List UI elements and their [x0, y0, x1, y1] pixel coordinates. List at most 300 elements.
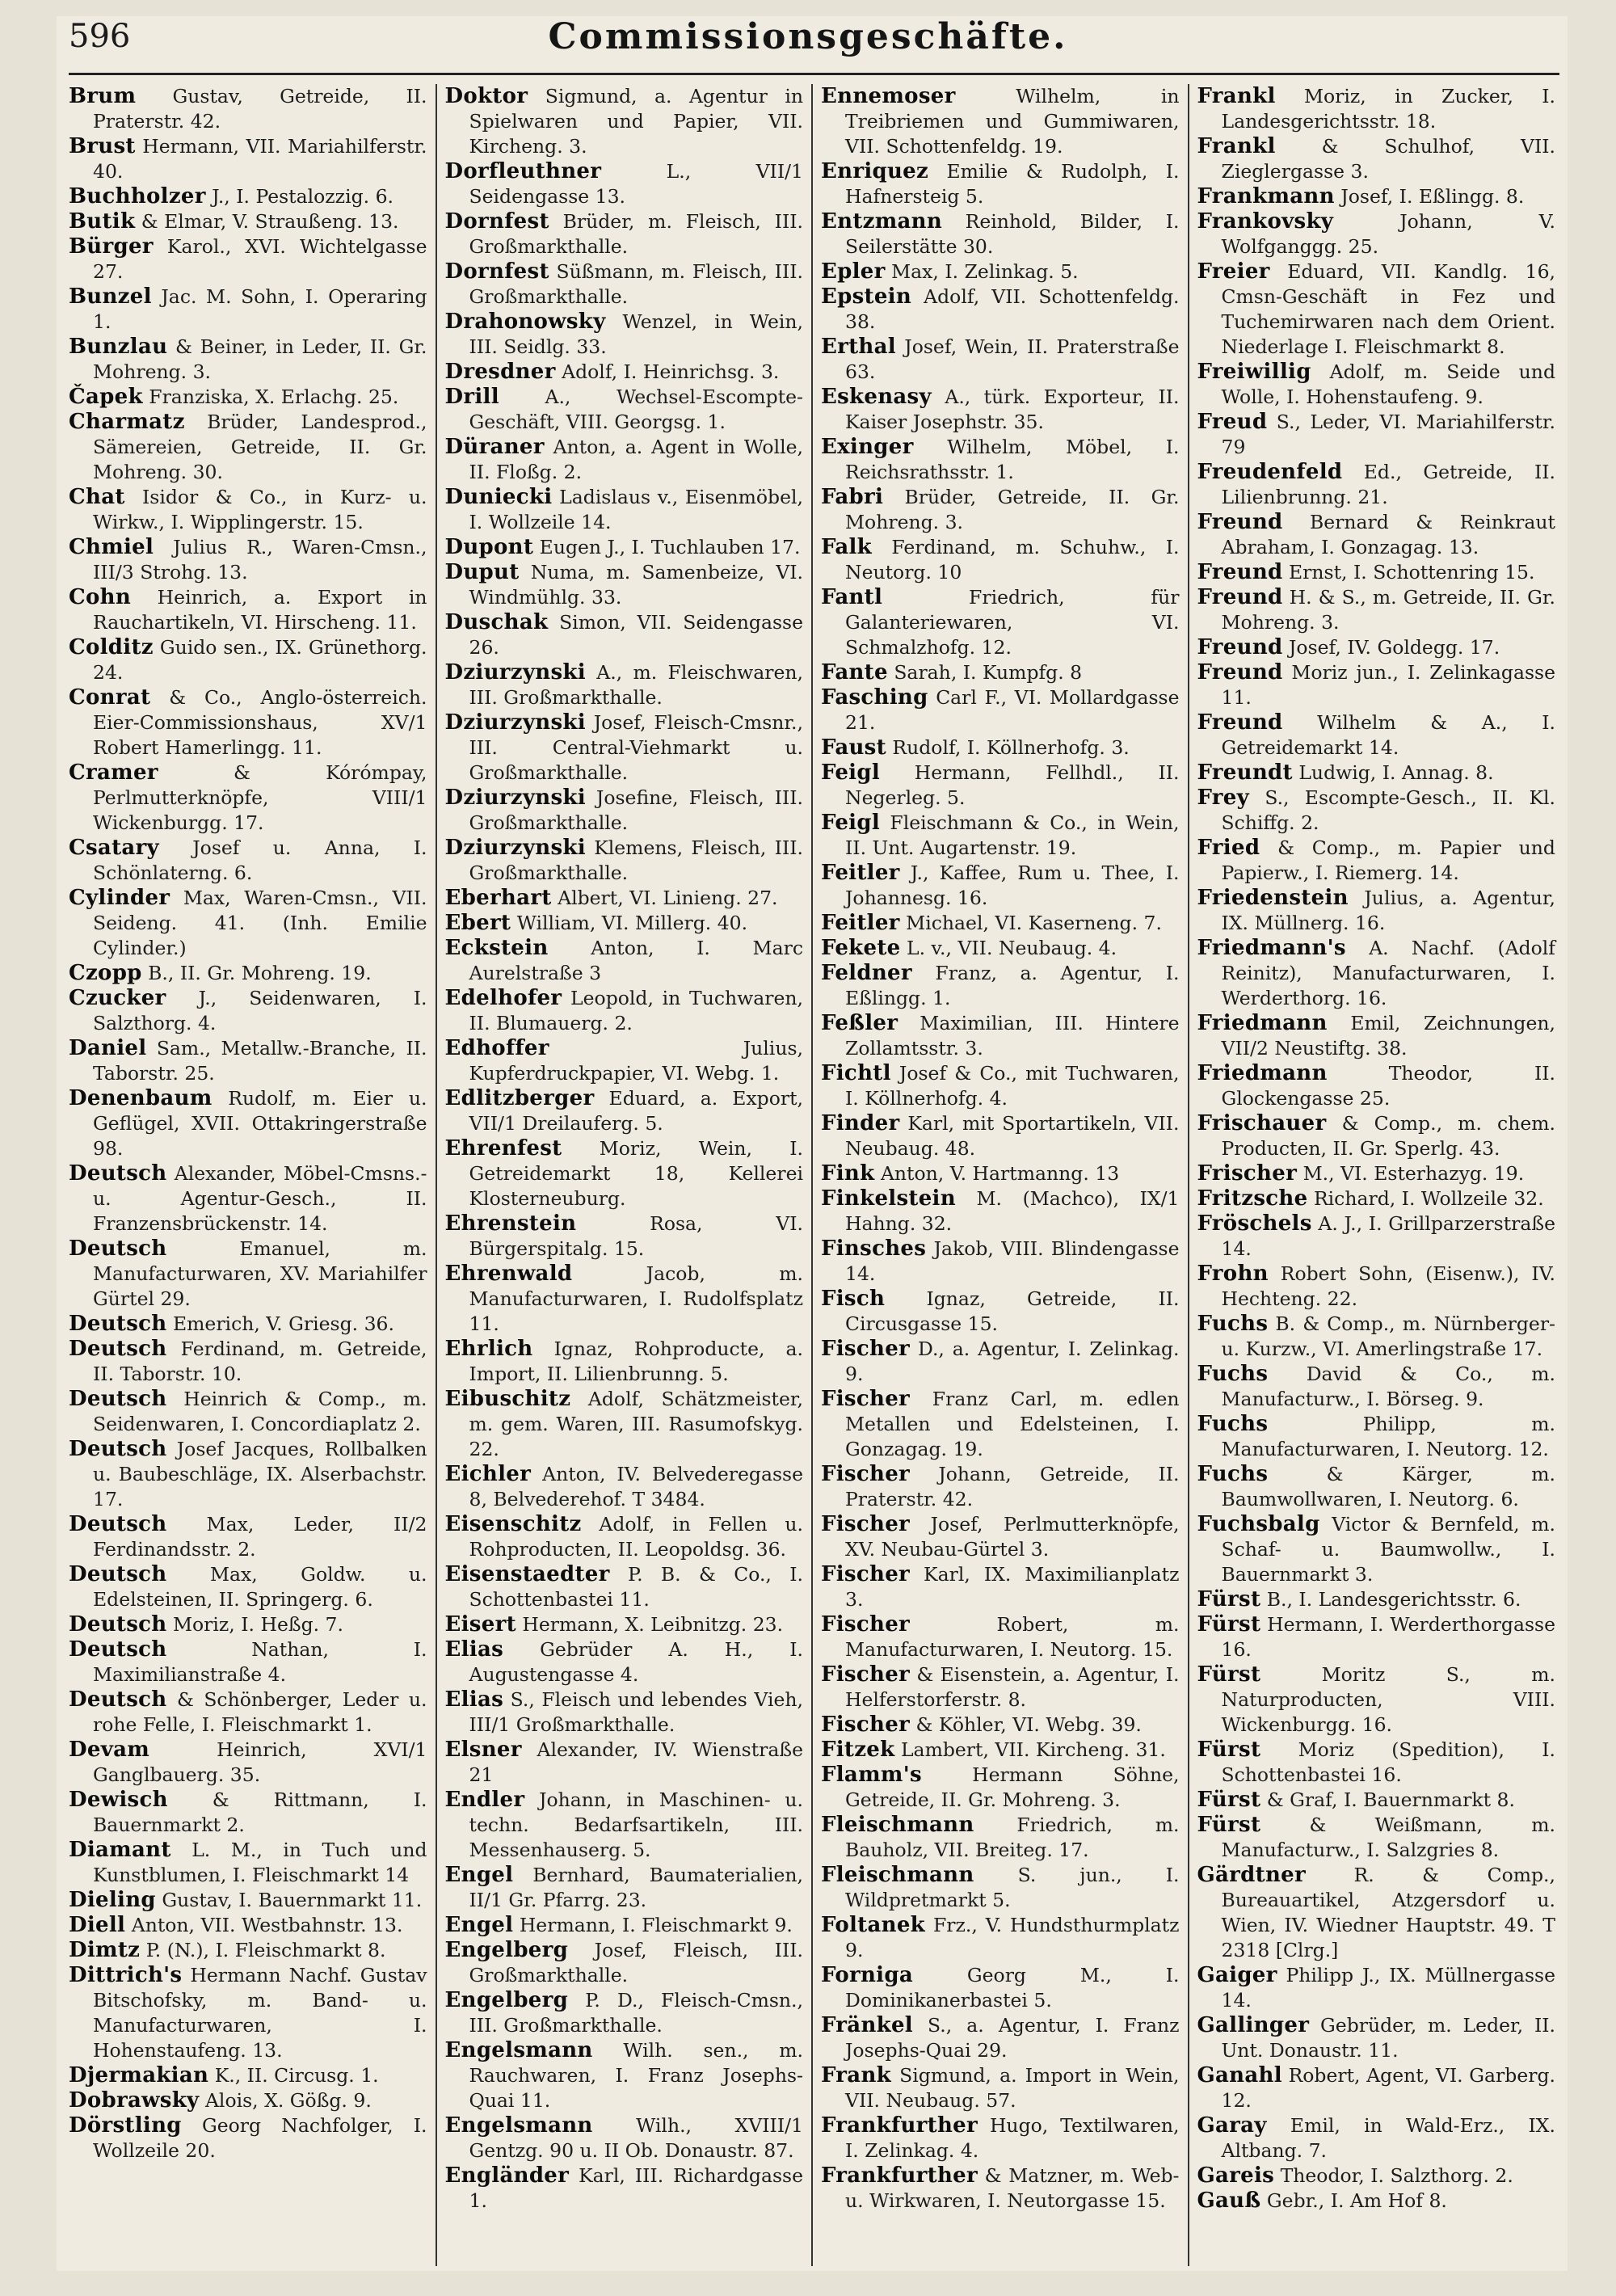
- entry-name: Dobrawsky: [69, 2088, 200, 2113]
- entry-details: Adolf, Schätzmeister, m. gem. Waren, III. Rasumofskyg. 22.: [469, 1388, 803, 1460]
- entry-details: Hugo, Textilwaren, I. Zelinkag. 4.: [845, 2114, 1180, 2162]
- entry-details: Ed., Getreide, II. Lilienbrunng. 21.: [1221, 461, 1555, 508]
- directory-entry: [69, 1161, 427, 1236]
- entry-name: Cramer: [69, 760, 158, 785]
- entry-name: Eisenschitz: [444, 1512, 582, 1536]
- entry-details: Karol., XVI. Wichtelgasse 27.: [93, 235, 427, 283]
- entry-details: B. & Comp., m. Nürnberger- u. Kurzw., VI. Amerlingstraße 17.: [1221, 1312, 1555, 1360]
- directory-entry: [821, 1161, 1180, 1186]
- entry-details: B., II. Gr. Mohreng. 19.: [148, 962, 372, 984]
- directory-entry: [69, 1337, 427, 1387]
- entry-name: Dörstling: [69, 2113, 182, 2138]
- entry-name: Fritzsche: [1197, 1186, 1308, 1211]
- directory-entry: [69, 1637, 427, 1687]
- entry-details: Brüder, Landesprod., Sämereien, Getreide, II. Gr. Mohreng. 30.: [93, 411, 427, 483]
- entry-name: Engländer: [444, 2163, 570, 2188]
- directory-entry: [445, 1387, 804, 1462]
- entry-details: & Matzner, m. Web- u. Wirkwaren, I. Neutorgasse 15.: [845, 2164, 1180, 2212]
- entry-name: Ehrenfest: [444, 1136, 562, 1161]
- entry-name: Conrat: [69, 685, 151, 710]
- entry-details: D., a. Agentur, I. Zelinkag. 9.: [845, 1338, 1180, 1385]
- entry-details: Friedrich, für Galanteriewaren, VI. Schmalzhofg. 12.: [845, 586, 1180, 659]
- entry-details: & Weißmann, m. Manufacturw., I. Salzgries 8.: [1221, 1814, 1555, 1861]
- directory-entry: [69, 2113, 427, 2163]
- entry-name: Ebert: [444, 911, 511, 935]
- entry-details: Heinrich, XVI/1 Ganglbauerg. 35.: [93, 1738, 427, 1786]
- entry-details: Josef, Wein, II. Praterstraße 63.: [845, 335, 1180, 383]
- entry-details: Gebrüder A. H., I. Augustengasse 4.: [469, 1638, 803, 1686]
- entry-details: Emilie & Rudolph, I. Hafnersteig 5.: [845, 160, 1180, 208]
- directory-entry: [445, 2163, 804, 2214]
- entry-details: Lambert, VII. Kircheng. 31.: [900, 1738, 1166, 1761]
- entry-name: Cylinder: [69, 886, 170, 910]
- directory-entry: [821, 535, 1180, 585]
- entry-name: Fränkel: [821, 2013, 913, 2037]
- entry-details: S. jun., I. Wildpretmarkt 5.: [845, 1864, 1180, 1911]
- entry-name: Freund: [1197, 560, 1283, 584]
- entry-name: Dresdner: [444, 360, 556, 384]
- entry-name: Brust: [69, 134, 136, 158]
- directory-entry: [445, 1612, 804, 1637]
- directory-entry: [1197, 84, 1556, 134]
- entry-details: Franz, a. Agentur, I. Eßlingg. 1.: [845, 962, 1180, 1009]
- entry-details: Sarah, I. Kumpfg. 8: [894, 661, 1083, 684]
- entry-details: Johann, V. Wolfganggg. 25.: [1221, 210, 1555, 258]
- entry-name: Gaiger: [1197, 1963, 1277, 1987]
- entry-name: Feigl: [821, 811, 881, 835]
- directory-entry: [1197, 786, 1556, 836]
- directory-entry: [821, 1512, 1180, 1562]
- entry-name: Eskenasy: [821, 385, 932, 409]
- entry-name: Friedmann's: [1197, 936, 1346, 960]
- directory-entry: [1197, 1362, 1556, 1412]
- entry-details: A., Wechsel-Escompte-Geschäft, VIII. Georgsg. 1.: [469, 385, 803, 433]
- entry-details: Moritz S., m. Naturproducten, VIII. Wickenburgg. 16.: [1221, 1663, 1555, 1736]
- entry-name: Dieling: [69, 1888, 156, 1912]
- entry-details: Brüder, Getreide, II. Gr. Mohreng. 3.: [845, 486, 1180, 533]
- entry-details: Heinrich, a. Export in Rauchartikeln, VI. Hirscheng. 11.: [93, 586, 427, 634]
- entry-name: Fischer: [821, 1612, 911, 1637]
- entry-details: Hermann, VII. Mariahilferstr. 40.: [93, 135, 427, 183]
- entry-name: Fasching: [821, 685, 928, 710]
- entry-name: Fischer: [821, 1387, 911, 1411]
- directory-entry: [821, 735, 1180, 760]
- directory-entry: [69, 1036, 427, 1086]
- entry-details: Max, Goldw. u. Edelsteinen, II. Springerg. 6.: [93, 1563, 427, 1611]
- entry-name: Dziurzynski: [444, 836, 586, 860]
- directory-entry: [821, 936, 1180, 961]
- directory-entry: [69, 410, 427, 485]
- entry-name: Fink: [821, 1161, 875, 1186]
- directory-entry: [1197, 1161, 1556, 1186]
- directory-entry: [69, 1236, 427, 1312]
- entry-details: Albert, VI. Linieng. 27.: [558, 887, 778, 909]
- entry-details: Franziska, X. Erlachg. 25.: [149, 385, 399, 408]
- entry-details: Georg M., I. Dominikanerbastei 5.: [845, 1964, 1180, 2012]
- directory-entry: [821, 335, 1180, 385]
- entry-name: Eisenstaedter: [444, 1562, 610, 1586]
- entry-name: Feigl: [821, 760, 881, 785]
- entry-name: Deutsch: [69, 1437, 167, 1461]
- entry-details: Moriz jun., I. Zelinkagasse 11.: [1221, 661, 1555, 709]
- directory-entry: [445, 1938, 804, 1988]
- directory-entry: [1197, 886, 1556, 936]
- entry-name: Garay: [1197, 2113, 1267, 2138]
- directory-column-2: [436, 84, 812, 2266]
- directory-entry: [69, 1888, 427, 1913]
- entry-name: Duput: [444, 560, 520, 584]
- entry-details: S., Fleisch und lebendes Vieh, III/1 Großmarkthalle.: [469, 1688, 803, 1736]
- entry-name: Fekete: [821, 936, 901, 960]
- entry-name: Dorfleuthner: [444, 159, 602, 183]
- directory-entry: [821, 1387, 1180, 1462]
- directory-entry: [69, 385, 427, 410]
- entry-details: Ludwig, I. Annag. 8.: [1298, 761, 1494, 784]
- directory-entry: [445, 2113, 804, 2163]
- directory-entry: [445, 1562, 804, 1612]
- entry-details: Max, Waren-Cmsn., VII. Seideng. 41. (Inh. Emilie Cylinder.): [93, 887, 427, 959]
- directory-entry: [821, 1612, 1180, 1662]
- entry-name: Ennemoser: [821, 84, 956, 108]
- entry-details: Jakob, VIII. Blindengasse 14.: [845, 1237, 1180, 1285]
- directory-entry: [1197, 2013, 1556, 2063]
- directory-entry: [821, 1813, 1180, 1863]
- entry-details: & Schönberger, Leder u. rohe Felle, I. Fleischmarkt 1.: [93, 1688, 427, 1736]
- entry-name: Fürst: [1197, 1813, 1261, 1837]
- entry-name: Chat: [69, 485, 125, 509]
- entry-details: Adolf, m. Seide und Wolle, I. Hohenstaufeng. 9.: [1221, 360, 1555, 408]
- entry-details: Wilhelm, in Treibriemen und Gummiwaren, VII. Schottenfeldg. 19.: [845, 85, 1180, 158]
- directory-entry: [445, 159, 804, 209]
- entry-details: Julius, a. Agentur, IX. Müllnerg. 16.: [1221, 887, 1555, 934]
- entry-details: Josef Jacques, Rollbalken u. Baubeschläge, IX. Alserbachstr. 17.: [93, 1438, 427, 1510]
- directory-entry: [445, 360, 804, 385]
- entry-details: Moriz, in Zucker, I. Landesgerichtsstr. 18.: [1221, 85, 1555, 133]
- entry-details: Alexander, Möbel-Cmsns.- u. Agentur-Gesch., II. Franzensbrückenstr. 14.: [93, 1162, 427, 1235]
- entry-name: Deutsch: [69, 1687, 167, 1712]
- entry-name: Fuchs: [1197, 1412, 1269, 1436]
- directory-entry: [69, 836, 427, 886]
- entry-details: & Beiner, in Leder, II. Gr. Mohreng. 3.: [93, 335, 427, 383]
- entry-details: Wenzel, in Wein, III. Seidlg. 33.: [469, 310, 803, 358]
- entry-name: Epstein: [821, 284, 912, 309]
- directory-entry: [821, 259, 1180, 284]
- entry-details: Wilhelm & A., I. Getreidemarkt 14.: [1221, 711, 1555, 759]
- directory-entry: [1197, 360, 1556, 410]
- entry-details: P. D., Fleisch-Cmsn., III. Großmarkthalle.: [469, 1989, 803, 2037]
- entry-name: Elsner: [444, 1738, 522, 1762]
- entry-name: Fisch: [821, 1287, 886, 1311]
- directory-entry: [445, 385, 804, 435]
- entry-details: William, VI. Millerg. 40.: [516, 912, 748, 934]
- entry-name: Falk: [821, 535, 872, 559]
- entry-details: K., II. Circusg. 1.: [214, 2064, 379, 2087]
- directory-entry: [1197, 134, 1556, 184]
- entry-name: Deutsch: [69, 1337, 167, 1361]
- entry-details: & Schulhof, VII. Zieglergasse 3.: [1221, 135, 1555, 183]
- entry-name: Frankl: [1197, 134, 1276, 158]
- entry-details: Friedrich, m. Bauholz, VII. Breiteg. 17.: [845, 1814, 1180, 1861]
- directory-entry: [1197, 660, 1556, 710]
- entry-details: Hermann, I. Fleischmarkt 9.: [519, 1914, 793, 1936]
- entry-details: & Elmar, V. Straußeng. 13.: [141, 210, 399, 233]
- entry-details: Rudolf, I. Köllnerhofg. 3.: [892, 736, 1130, 759]
- entry-details: Victor & Bernfeld, m. Schaf- u. Baumwollw., I. Bauernmarkt 3.: [1221, 1513, 1555, 1586]
- entry-details: Bernhard, Baumaterialien, II/1 Gr. Pfarrg. 23.: [469, 1864, 803, 1911]
- entry-name: Deutsch: [69, 1612, 167, 1637]
- directory-entry: [821, 1863, 1180, 1913]
- directory-entry: [1197, 184, 1556, 209]
- entry-name: Freund: [1197, 585, 1283, 609]
- entry-name: Fitzek: [821, 1738, 895, 1762]
- entry-name: Freund: [1197, 510, 1283, 534]
- directory-entry: [821, 1011, 1180, 1061]
- entry-name: Fischer: [821, 1512, 911, 1536]
- directory-entry: [821, 1713, 1180, 1738]
- entry-name: Butik: [69, 209, 136, 234]
- entry-details: Anton, I. Marc Aurelstraße 3: [469, 937, 803, 984]
- directory-entry: [69, 184, 427, 209]
- directory-entry: [69, 1838, 427, 1888]
- entry-details: Fleischmann & Co., in Wein, II. Unt. Augartenstr. 19.: [845, 811, 1180, 859]
- entry-name: Eibuschitz: [444, 1387, 571, 1411]
- entry-details: J., I. Pestalozzig. 6.: [212, 185, 393, 208]
- entry-name: Feitler: [821, 861, 900, 885]
- directory-entry: [445, 986, 804, 1036]
- entry-details: Johann, in Maschinen- u. techn. Bedarfsartikeln, III. Messenhauserg. 5.: [469, 1788, 803, 1861]
- entry-name: Finsches: [821, 1236, 927, 1261]
- directory-entry: [1197, 1186, 1556, 1211]
- entry-name: Deutsch: [69, 1512, 167, 1536]
- entry-details: Jac. M. Sohn, I. Operaring 1.: [93, 285, 427, 333]
- entry-details: Alois, X. Gößg. 9.: [204, 2089, 372, 2112]
- directory-entry: [821, 1763, 1180, 1813]
- entry-name: Ehrenstein: [444, 1211, 577, 1236]
- entry-details: Hermann Söhne, Getreide, II. Gr. Mohreng. 3.: [845, 1763, 1180, 1811]
- entry-details: Georg Nachfolger, I. Wollzeile 20.: [93, 2114, 427, 2162]
- entry-name: Dziurzynski: [444, 710, 586, 735]
- entry-name: Drill: [444, 385, 499, 409]
- directory-entry: [1197, 1211, 1556, 1262]
- entry-name: Gärdtner: [1197, 1863, 1306, 1887]
- entry-details: Rudolf, m. Eier u. Geflügel, XVII. Ottakringerstraße 98.: [93, 1087, 427, 1160]
- entry-name: Freund: [1197, 660, 1283, 685]
- directory-entry: [821, 660, 1180, 685]
- entry-name: Denenbaum: [69, 1086, 213, 1110]
- entry-name: Djermakian: [69, 2063, 209, 2087]
- entry-details: Hermann, Fellhdl., II. Negerleg. 5.: [845, 761, 1180, 809]
- directory-entry: [445, 1462, 804, 1512]
- directory-entry: [821, 2163, 1180, 2214]
- directory-entry: [1197, 1111, 1556, 1161]
- entry-name: Frohn: [1197, 1262, 1269, 1286]
- entry-details: L. M., in Tuch und Kunstblumen, I. Fleischmarkt 14: [93, 1839, 427, 1886]
- directory-entry: [445, 560, 804, 610]
- entry-details: Numa, m. Samenbeize, VI. Windmühlg. 33.: [469, 561, 803, 609]
- entry-name: Friedmann: [1197, 1061, 1328, 1085]
- entry-name: Freudenfeld: [1197, 460, 1343, 484]
- directory-entry: [821, 1287, 1180, 1337]
- directory-entry: [445, 2038, 804, 2113]
- entry-name: Eckstein: [444, 936, 549, 960]
- entry-name: Fischer: [821, 1462, 911, 1486]
- entry-name: Fante: [821, 660, 888, 685]
- directory-entry: [1197, 1863, 1556, 1963]
- directory-entry: [821, 485, 1180, 535]
- entry-details: Johann, Getreide, II. Praterstr. 42.: [845, 1463, 1180, 1510]
- entry-name: Engel: [444, 1863, 514, 1887]
- directory-entry: [69, 209, 427, 234]
- directory-entry: [821, 1337, 1180, 1387]
- entry-name: Bunzlau: [69, 335, 168, 359]
- entry-details: Frz., V. Hundsthurmplatz 9.: [845, 1914, 1180, 1961]
- directory-entry: [1197, 1462, 1556, 1512]
- entry-details: Josef, Perlmutterknöpfe, XV. Neubau-Gürtel 3.: [845, 1513, 1180, 1561]
- entry-details: Wilh., XVIII/1 Gentzg. 90 u. II Ob. Donaustr. 87.: [469, 2114, 803, 2162]
- directory-entry: [69, 635, 427, 685]
- directory-entry: [1197, 1262, 1556, 1312]
- entry-name: Eichler: [444, 1462, 532, 1486]
- entry-details: Julius R., Waren-Cmsn., III/3 Strohg. 13.: [93, 536, 427, 583]
- entry-details: Ernst, I. Schottenring 15.: [1289, 561, 1535, 583]
- entry-details: & Kórómpay, Perlmutterknöpfe, VIII/1 Wickenburgg. 17.: [93, 761, 427, 834]
- entry-details: Hermann, I. Werderthorgasse 16.: [1221, 1613, 1555, 1661]
- entry-details: Ignaz, Rohproducte, a. Import, II. Lilienbrunng. 5.: [469, 1338, 803, 1385]
- entry-name: Ehrenwald: [444, 1262, 573, 1286]
- directory-entry: [69, 1312, 427, 1337]
- entry-name: Fleischmann: [821, 1813, 974, 1837]
- directory-entry: [1197, 760, 1556, 786]
- directory-entry: [69, 284, 427, 335]
- entry-details: Karl, IX. Maximilianplatz 3.: [845, 1563, 1180, 1611]
- entry-name: Dunieсki: [444, 485, 553, 509]
- directory-entry: [821, 1662, 1180, 1713]
- directory-entry: [69, 1387, 427, 1437]
- entry-name: Foltanek: [821, 1913, 925, 1937]
- entry-details: Leopold, in Tuchwaren, II. Blumauerg. 2.: [469, 987, 803, 1034]
- entry-details: Moriz (Spedition), I. Schottenbastei 16.: [1221, 1738, 1555, 1786]
- entry-name: Feßler: [821, 1011, 898, 1035]
- entry-name: Daniel: [69, 1036, 147, 1060]
- directory-entry: [69, 685, 427, 760]
- entry-name: Fleischmann: [821, 1863, 974, 1887]
- entry-name: Epler: [821, 259, 886, 284]
- entry-details: Josef, Fleisch-Cmsnr., III. Central-Viehmarkt u. Großmarkthalle.: [469, 711, 803, 784]
- directory-entry: [445, 1863, 804, 1913]
- entry-details: Hermann, X. Leibnitzg. 23.: [522, 1613, 784, 1636]
- directory-entry: [69, 1512, 427, 1562]
- directory-entry: [1197, 2163, 1556, 2189]
- entry-name: Feldner: [821, 961, 912, 985]
- entry-name: Flamm's: [821, 1763, 922, 1787]
- entry-details: Franz Carl, m. edlen Metallen und Edelsteinen, I. Gonzagag. 19.: [845, 1388, 1180, 1460]
- directory-entry: [1197, 710, 1556, 760]
- directory-entry: [69, 485, 427, 535]
- directory-entry: [445, 310, 804, 360]
- entry-name: Chmiel: [69, 535, 154, 559]
- directory-entry: [821, 1236, 1180, 1287]
- entry-name: Diell: [69, 1913, 126, 1937]
- entry-name: Fürst: [1197, 1738, 1261, 1762]
- directory-entry: [445, 710, 804, 786]
- entry-details: Bernard & Reinkraut Abraham, I. Gonzagag. 13.: [1221, 511, 1555, 558]
- entry-name: Duschak: [444, 610, 549, 634]
- directory-entry: [445, 1086, 804, 1136]
- entry-details: Anton, a. Agent in Wolle, II. Floßg. 2.: [469, 436, 803, 483]
- entry-name: Endler: [444, 1788, 525, 1812]
- directory-column-4: [1188, 84, 1556, 2266]
- directory-entry: [1197, 560, 1556, 585]
- directory-entry: [821, 961, 1180, 1011]
- directory-entry: [69, 760, 427, 836]
- entry-name: Dziurzynski: [444, 786, 586, 810]
- entry-name: Čapek: [69, 385, 143, 409]
- entry-details: & Co., Anglo-österreich. Eier-Commissionshaus, XV/1 Robert Hamerlingg. 11.: [93, 686, 427, 759]
- entry-name: Frey: [1197, 786, 1250, 810]
- entry-details: & Köhler, VI. Webg. 39.: [915, 1713, 1142, 1736]
- directory-entry: [69, 1738, 427, 1788]
- entry-details: J., Seidenwaren, I. Salzthorg. 4.: [93, 987, 427, 1034]
- directory-entry: [69, 134, 427, 184]
- entry-name: Fabri: [821, 485, 884, 509]
- entry-name: Fuchs: [1197, 1462, 1269, 1486]
- entry-details: Michael, VI. Kaserneng. 7.: [906, 912, 1162, 934]
- entry-details: Emil, Zeichnungen, VII/2 Neustiftg. 38.: [1221, 1012, 1555, 1060]
- directory-entry: [821, 1963, 1180, 2013]
- entry-details: Guido sen., IX. Grünethorg. 24.: [93, 636, 427, 684]
- directory-entry: [1197, 510, 1556, 560]
- entry-name: Exinger: [821, 435, 914, 459]
- directory-entry: [445, 535, 804, 560]
- directory-entry: [1197, 1312, 1556, 1362]
- entry-name: Enriquez: [821, 159, 929, 183]
- entry-name: Diamant: [69, 1838, 171, 1862]
- entry-details: J., Kaffee, Rum u. Thee, I. Johannesg. 16.: [845, 862, 1180, 909]
- entry-details: Josef, Fleisch, III. Großmarkthalle.: [469, 1939, 803, 1986]
- entry-name: Friedenstein: [1197, 886, 1349, 910]
- directory-entry: [445, 435, 804, 485]
- page-title: Commissionsgeschäfte.: [548, 16, 1068, 57]
- entry-details: S., Leder, VI. Mariahilferstr. 79: [1221, 411, 1555, 458]
- entry-name: Czopp: [69, 961, 142, 985]
- directory-entry: [821, 685, 1180, 735]
- entry-name: Deutsch: [69, 1387, 167, 1411]
- entry-name: Engelberg: [444, 1988, 569, 2012]
- entry-name: Ganahl: [1197, 2063, 1282, 2087]
- directory-entry: [1197, 1412, 1556, 1462]
- directory-entry: [445, 1913, 804, 1938]
- entry-name: Faust: [821, 735, 886, 760]
- entry-details: Karl, mit Sportartikeln, VII. Neubaug. 48.: [845, 1112, 1180, 1160]
- directory-entry: [821, 159, 1180, 209]
- entry-details: Süßmann, m. Fleisch, III. Großmarkthalle.: [469, 260, 803, 308]
- entry-details: P. (N.), I. Fleischmarkt 8.: [145, 1939, 386, 1961]
- entry-name: Forniga: [821, 1963, 913, 1987]
- entry-name: Csatary: [69, 836, 159, 860]
- entry-details: L. v., VII. Neubaug. 4.: [906, 937, 1117, 959]
- entry-name: Engel: [444, 1913, 514, 1937]
- entry-name: Dziurzynski: [444, 660, 586, 685]
- directory-entry: [1197, 2063, 1556, 2113]
- entry-details: Adolf, in Fellen u. Rohproducten, II. Leopoldsg. 36.: [469, 1513, 803, 1561]
- entry-details: Nathan, I. Maximilianstraße 4.: [93, 1638, 427, 1686]
- entry-name: Edlitzberger: [444, 1086, 595, 1110]
- entry-details: & Comp., m. Papier und Papierw., I. Riemerg. 14.: [1221, 836, 1555, 884]
- entry-name: Frankovsky: [1197, 209, 1334, 234]
- directory-entry: [445, 911, 804, 936]
- entry-name: Doktor: [444, 84, 528, 108]
- entry-details: Simon, VII. Seidengasse 26.: [469, 611, 803, 659]
